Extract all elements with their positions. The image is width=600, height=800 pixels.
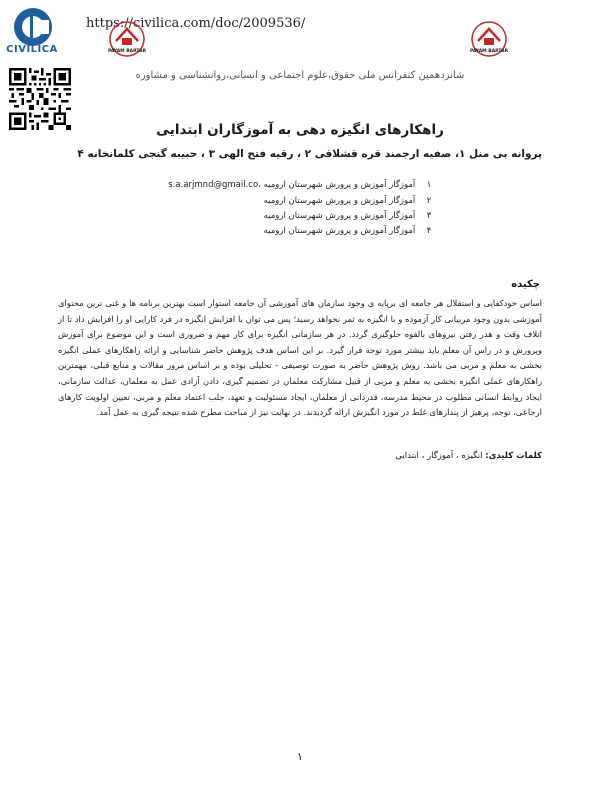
document-url[interactable]: https://civilica.com/doc/2009536/ [86,16,306,31]
conference-title: شانزدهمین کنفرانس ملی حقوق،علوم اجتماعی و انسانی،روانشناسی و مشاوره [135,70,465,81]
affiliation-1 [140,180,440,190]
affiliation-text: آموزگار آموزش و پرورش شهرستان ارومیه [263,211,416,221]
payam-logo-left-text: PAYAM BARTAR [108,49,146,54]
affiliation-number: ۴ [426,226,432,236]
payam-bartar-logo-left [108,20,146,58]
civilica-logo-text: CIVILICA [6,44,58,55]
affiliation-text: آموزگار آموزش و پرورش شهرستان ارومیه [263,226,416,236]
affiliation-number: ۲ [426,196,432,206]
qr-code [9,68,71,130]
affiliation-text: آموزگار آموزش و پرورش شهرستان ارومیه ،s.a.arjmnd@gmail.co [168,180,416,190]
abstract-heading: چکیده [511,279,540,290]
affiliation-4 [140,226,440,236]
affiliation-text: آموزگار آموزش و پرورش شهرستان ارومیه [263,196,416,206]
keywords [200,451,542,461]
abstract-body: اساس خودکفایی و استقلال هر جامعه ای برپایه ی وجود سازمان های آموزشی آن جامعه استوار است بهترین برنامه ها و غنی ترین محتوای آموزشی بدون وجود مربیانی کار آزموده و با انگیزه به ثمر نخواهد رسید؛ پس می توان با افزایش انگیزه در فرد کارایی او را افزایش داد تا از اتلاف وقت و هدر رفتن نیروهای بالقوه جلوگیری گردد. در هر سازمانی انگیزه برای کار مهم و ضروری است و این موضوع برای آموزش وپرورش و در راس آن معلم باید بیشتر مورد توجه قرار گیرد. بر این اساس هدف پژوهش حاضر شناسایی و ارائه راهکارهای عملی انگیزه بخشی به معلم و مربی می باشد. روش پژوهش حاضر به صورت توصیفی - تحلیلی بوده و بر اساس مرور مقالات و منابع قبلی، مهمترین راهکارهای عملی انگیزه بخشی به معلم و مربی از قبیل مشارکت معلمان در تصمیم گیری، دادن آزادی عمل به معلمان، عدالت سازمانی، ایجاد روابط انسانی مطلوب در محیط مدرسه، قدردانی از معلمان، ایجاد مسئولیت و تعهد، جلب اعتماد معلم و مربی، تعیین اولویت کارهای ارجاعی، توجه، پرهیز از پندارهای غلط در مورد انگیزش ارائه گردیدند. در نهایت نیز از مباحث مطرح شده نتیجه گیری به عمل آمد. [58,298,542,418]
keywords-label: کلمات کلیدی: [485,451,542,461]
author-list: پروانه بی منل ۱، صفیه ارجمند قره قشلاقی ۲ ، رقیه فتح الهی ۳ ، حبیبه گنجی کلمانخانه ۴ [77,148,542,160]
payam-logo-right-text: PAYAM BARTAR [470,49,508,54]
page-number: ۱ [297,750,303,763]
payam-bartar-logo-right [470,20,508,58]
affiliation-number: ۱ [426,180,432,190]
paper-title: راهکارهای انگیزه دهی به آموزگاران ابتدایی [156,122,444,138]
affiliation-2 [140,196,440,206]
affiliation-number: ۳ [426,211,432,221]
affiliation-3 [140,211,440,221]
keywords-value: انگیزه ، آموزگار ، ابتدایی [395,451,483,461]
